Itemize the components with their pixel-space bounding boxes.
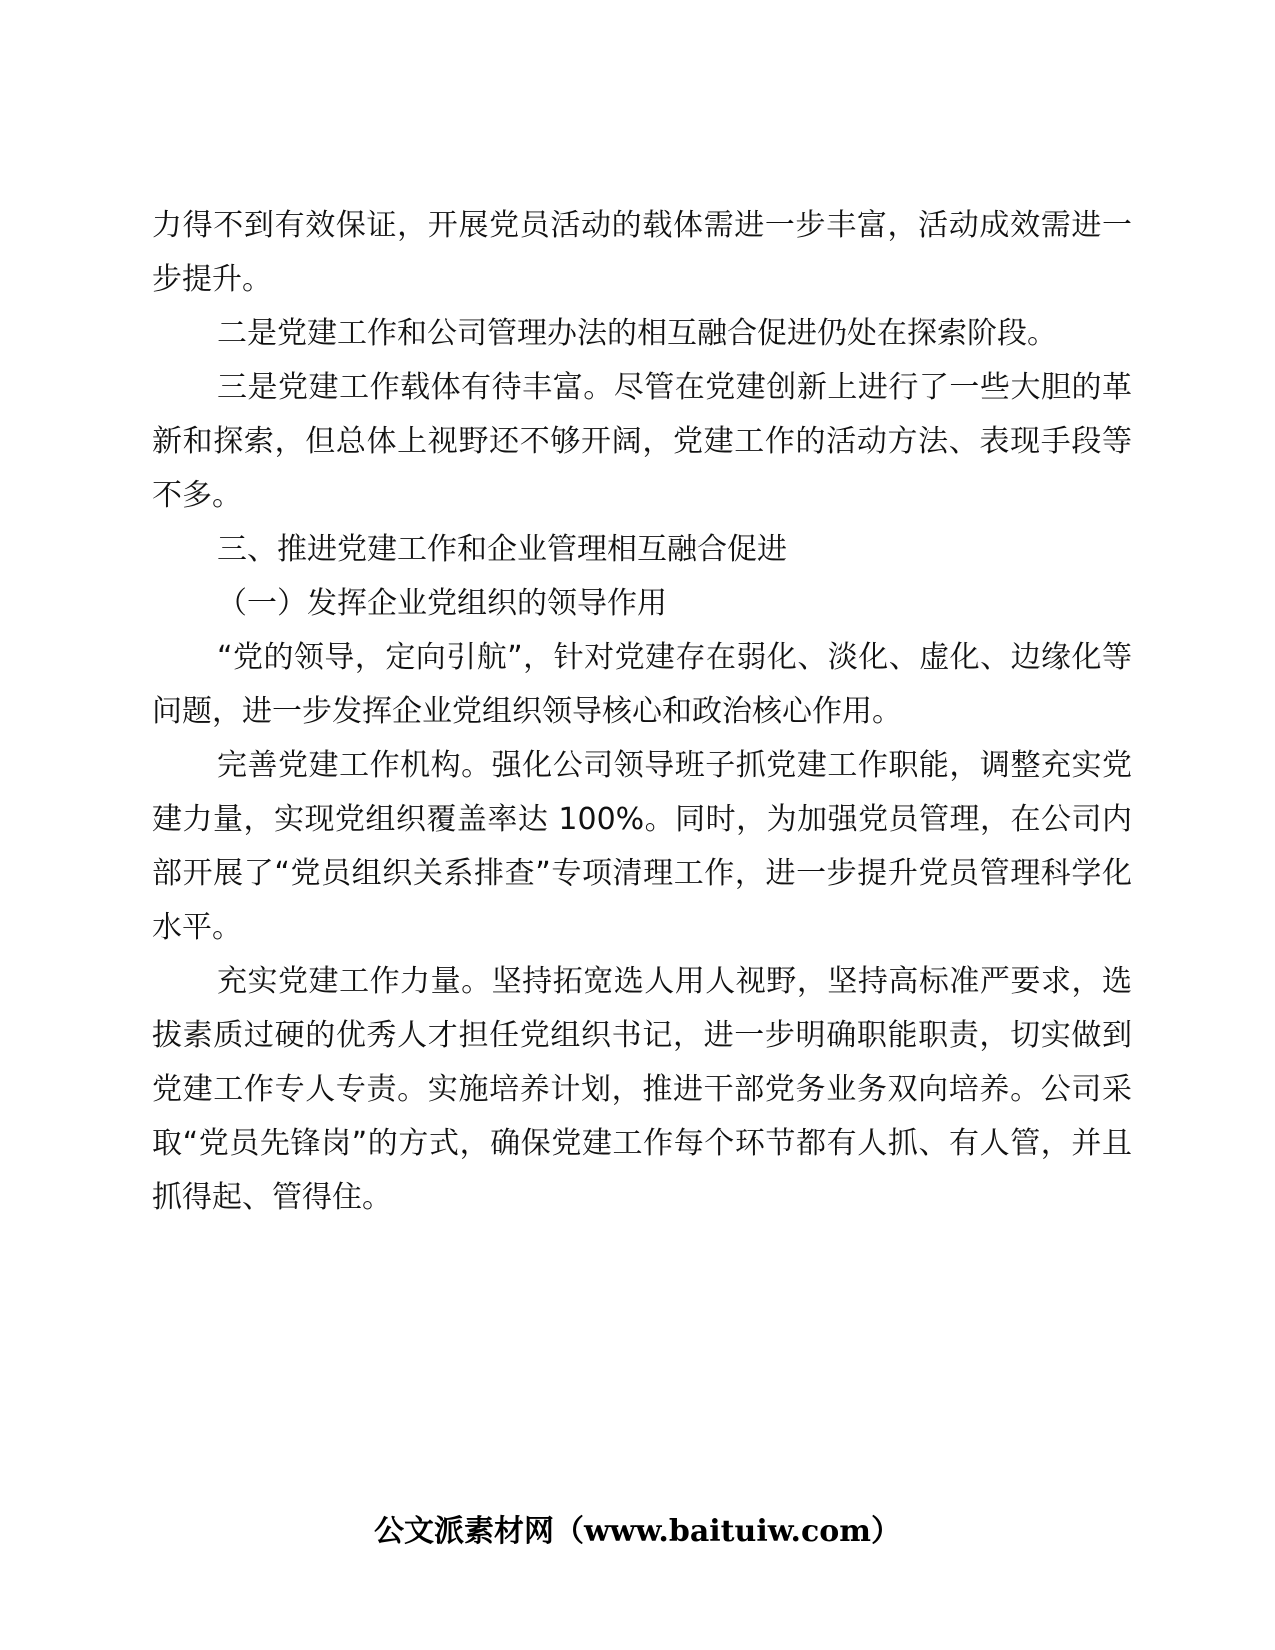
- document-body: [152, 199, 1132, 1225]
- paragraph-7: 完善党建工作机构。强化公司领导班子抓党建工作职能，调整充实党建力量，实现党组织覆盖率达 100%。同时，为加强党员管理，在公司内部开展了“党员组织关系排查”专项清理工作，进一步提升党员管理科学化水平。: [152, 748, 1132, 945]
- subsection-heading: （一）发挥企业党组织的领导作用: [217, 586, 667, 621]
- paragraph-1: 力得不到有效保证，开展党员活动的载体需进一步丰富，活动成效需进一步提升。: [152, 208, 1132, 297]
- paragraph-2: 二是党建工作和公司管理办法的相互融合促进仍处在探索阶段。: [217, 316, 1057, 351]
- paragraph-8: 充实党建工作力量。坚持拓宽选人用人视野，坚持高标准严要求，选拔素质过硬的优秀人才担任党组织书记，进一步明确职能职责，切实做到党建工作专人专责。实施培养计划，推进干部党务业务双向培养。公司采取“党员先锋岗”的方式，确保党建工作每个环节都有人抓、有人管，并且抓得起、管得住。: [152, 964, 1132, 1215]
- section-heading: 三、推进党建工作和企业管理相互融合促进: [217, 532, 787, 567]
- paragraph-6: “党的领导，定向引航”，针对党建存在弱化、淡化、虚化、边缘化等问题，进一步发挥企业党组织领导核心和政治核心作用。: [152, 640, 1132, 729]
- footer-watermark: 公文派素材网（www.baituiw.com）: [373, 1514, 902, 1549]
- paragraph-3: 三是党建工作载体有待丰富。尽管在党建创新上进行了一些大胆的革新和探索，但总体上视野还不够开阔，党建工作的活动方法、表现手段等不多。: [152, 370, 1132, 513]
